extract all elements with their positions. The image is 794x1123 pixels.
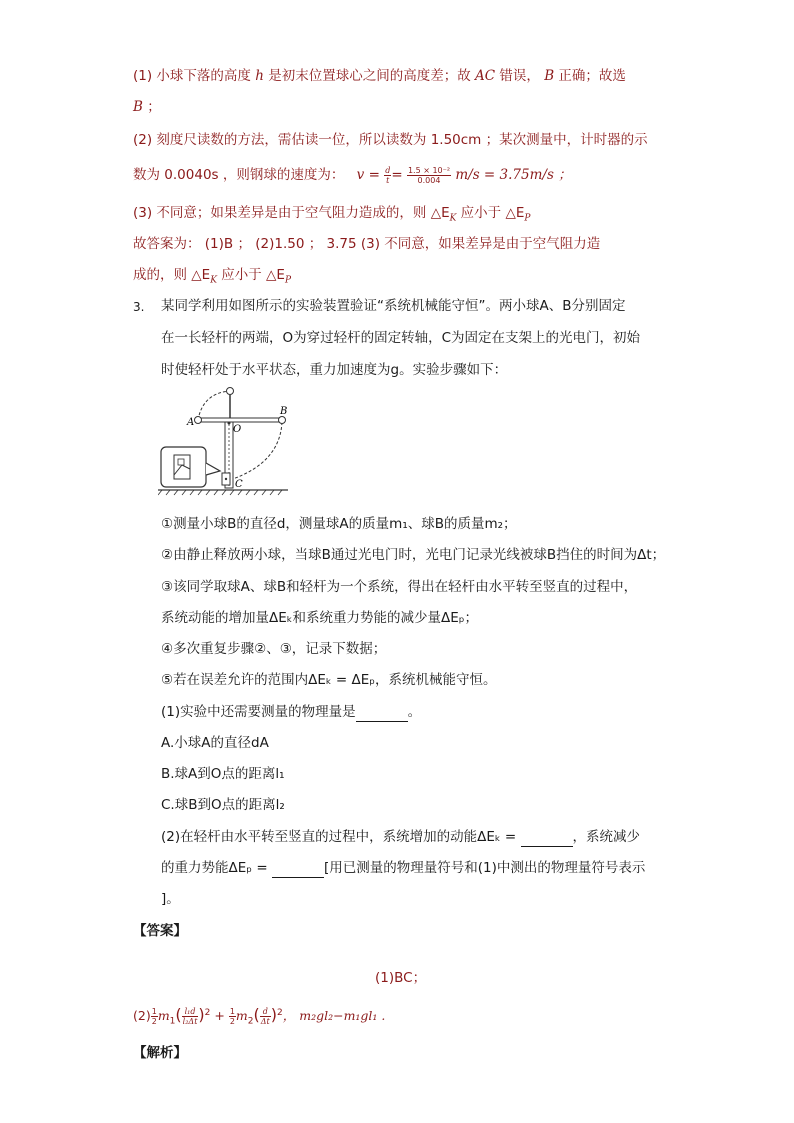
text: (3) 不同意；如果差异是由于空气阻力造成的，则 △E (133, 205, 450, 221)
analysis-line-3: (2) 刻度尺读数的方法，需估读一位，所以读数为 1.50cm ；某次测量中，计时器的示 (133, 132, 648, 148)
var-ac: AC (475, 68, 496, 84)
option-b: B.球A到O点的距离l₁ (161, 766, 285, 782)
question-number: 3. (133, 300, 145, 314)
text: ； (147, 99, 161, 115)
question-para-3: 时使轻杆处于水平状态，重力加速度为g。实验步骤如下： (161, 362, 508, 378)
answer-blank[interactable] (356, 707, 408, 722)
text: ，系统减少 (572, 829, 641, 845)
speed-result: m/s = 3.75m/s ； (455, 167, 572, 183)
answer-blank[interactable] (521, 832, 573, 847)
fraction-d-t: $\frac{d}{t}$ (385, 165, 391, 185)
step-3b: 系统动能的增加量ΔEₖ和系统重力势能的减少量ΔEₚ； (161, 610, 479, 626)
text: 成的，则 △E (133, 267, 211, 283)
text: ， m₂gl₂−m₁gl₁ . (282, 1008, 386, 1024)
text: 错误， (499, 68, 540, 84)
label-o: O (233, 424, 242, 435)
step-1: ①测量小球B的直径d，测量球A的质量m₁、球B的质量m₂； (161, 516, 517, 532)
option-a: A.小球A的直径dA (161, 735, 269, 751)
subquestion-2b (161, 858, 645, 878)
var-h: h (255, 68, 264, 84)
analysis-line-4: 数为 0.0040s ，则钢球的速度为： v = $\frac{d}{t}$ = $\frac{\text{1.5 × 10⁻²}}{0.004}$ m/s = 3.75m/s ； (133, 165, 572, 185)
answer-1: (1)BC； (375, 970, 427, 986)
fraction-values: $\frac{\text{1.5 × 10⁻²}}{0.004}$ (407, 165, 451, 185)
text: (1)实验中还需要测量的物理量是 (161, 704, 356, 720)
analysis-line-1 (133, 66, 626, 86)
apparatus-figure (158, 385, 293, 500)
question-para-2: 在一长轻杆的两端，O为穿过轻杆的固定转轴，C为固定在支架上的光电门，初始 (161, 330, 641, 346)
text: (1) 小球下落的高度 (133, 68, 251, 84)
question-para-1: 某同学利用如图所示的实验装置验证“系统机械能守恒”。两小球A、B分别固定 (161, 298, 626, 314)
var-b: B (544, 68, 555, 84)
step-3a: ③该同学取球A、球B和轻杆为一个系统，得出在轻杆由水平转至竖直的过程中， (161, 579, 638, 595)
text: (2)在轻杆由水平转至竖直的过程中，系统增加的动能ΔEₖ = (161, 829, 517, 845)
answer-header: 【答案】 (133, 923, 187, 939)
text: 正确；故选 (558, 68, 626, 84)
label-b: B (280, 406, 288, 417)
var-b: B (133, 99, 143, 115)
answer-2: (2) $\frac{1}{2}$ $m_1$( $\frac{\text{l₁d}}{\text{l₂Δt}}$ )$^2$ + $\frac{1}{2}$ $m_2$( $\frac{d}{\Delta t}$ )$^2$， m₂gl₂−m₁gl₁ . (133, 1005, 386, 1027)
text: 应小于 △E (221, 267, 285, 283)
analysis-line-5: (3) 不同意；如果差异是由于空气阻力造成的，则 $\triangle E_K$ 应小于 $\triangle E_P$ (133, 205, 531, 224)
explain-header: 【解析】 (133, 1045, 187, 1061)
text: 应小于 △E (460, 205, 525, 221)
label-c: C (235, 479, 243, 490)
text: 数为 0.0040s ，则钢球的速度为： (133, 167, 345, 183)
text: 是初末位置球心之间的高度差；故 (268, 68, 471, 84)
text: 的重力势能ΔEₚ = (161, 860, 268, 876)
step-5: ⑤若在误差允许的范围内ΔEₖ = ΔEₚ，系统机械能守恒。 (161, 672, 497, 688)
label-a: A (187, 417, 195, 428)
analysis-line-2 (133, 97, 161, 117)
subquestion-2c: ]。 (161, 891, 180, 907)
option-c: C.球B到O点的距离l₂ (161, 797, 285, 813)
answer-blank[interactable] (272, 863, 324, 878)
step-4: ④多次重复步骤②、③，记录下数据； (161, 641, 387, 657)
text: 。 (407, 704, 422, 720)
step-2: ②由静止释放两小球，当球B通过光电门时，光电门记录光线被球B挡住的时间为Δt； (161, 547, 666, 563)
text: (2) (133, 1008, 151, 1024)
subquestion-1 (161, 702, 421, 722)
text: [用已测量的物理量符号和(1)中测出的物理量符号表示 (323, 860, 646, 876)
subquestion-2a (161, 827, 640, 847)
analysis-line-6: 故答案为： (1)B ； (2)1.50 ； 3.75 (3) 不同意，如果差异是由于空气阻力造 (133, 236, 601, 252)
analysis-line-7: 成的，则 $\triangle E_K$ 应小于 $\triangle E_P$ (133, 267, 291, 286)
